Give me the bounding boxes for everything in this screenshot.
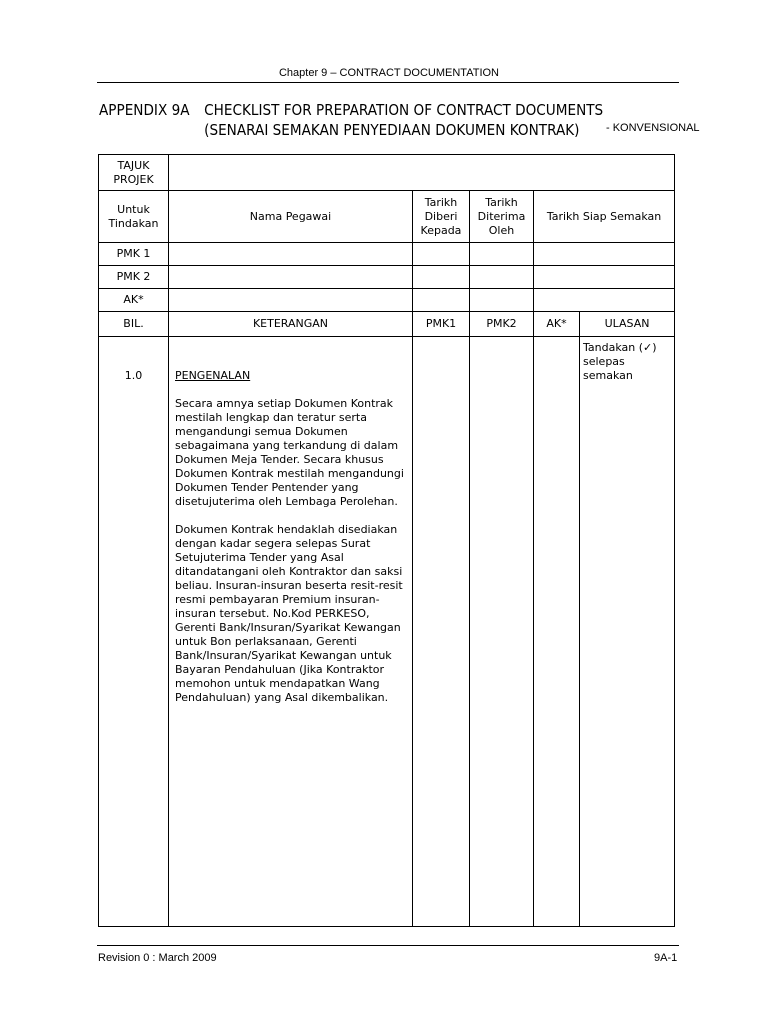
item-number: 1.0 [99,337,169,927]
item-row [99,337,675,927]
ak-check-cell [534,337,580,927]
officer-date [470,243,534,266]
page-number: 9A-1 [654,952,678,964]
untuk-tindakan-label: Untuk Tindakan [99,191,169,243]
col-pmk1: PMK1 [413,312,470,337]
officer-date [470,289,534,312]
nama-pegawai-label: Nama Pegawai [169,191,413,243]
officer-date [470,266,534,289]
officer-name [169,289,413,312]
project-title-value [169,155,675,191]
footer-rule [97,945,679,946]
col-pmk2: PMK2 [470,312,534,337]
officer-label: AK* [99,289,169,312]
appendix-label: APPENDIX 9A [99,101,190,119]
revision-label: Revision 0 : March 2009 [98,952,217,964]
title-line-2: (SENARAI SEMAKAN PENYEDIAAN DOKUMEN KONTRAK) [204,121,580,139]
col-keterangan: KETERANGAN [169,312,413,337]
title-suffix: - KONVENSIONAL [606,122,700,134]
officer-name [169,243,413,266]
officer-row [99,266,675,289]
item-heading: PENGENALAN [175,369,251,382]
tarikh-diberi-label: Tarikh Diberi Kepada [413,191,470,243]
pmk2-check-cell [470,337,534,927]
item-paragraph-2: Dokumen Kontrak hendaklah disediakan dengan kadar segera selepas Surat Setujuterima Tender yang Asal ditandatangani oleh Kontraktor dan saksi beliau. Insuran-insuran beserta resit-resit resmi pembayaran Premium insuran-insuran tersebut. No.Kod PERKESO, Gerenti Bank/Insuran/Syarikat Kewangan untuk Bon perlaksanaan, Gerenti Bank/Insuran/Syarikat Kewangan untuk Bayaran Pendahuluan (Jika Kontraktor memohon untuk mendapatkan Wang Pendahuluan) yang Asal dikembalikan. [175,523,403,704]
officer-label: PMK 1 [99,243,169,266]
officer-name [169,266,413,289]
officer-date [413,243,470,266]
project-title-row [99,155,675,191]
officer-date [534,243,675,266]
pmk1-check-cell [413,337,470,927]
officer-date [413,289,470,312]
checklist-table [98,154,675,927]
col-ak: AK* [534,312,580,337]
title-line-1: CHECKLIST FOR PREPARATION OF CONTRACT DOCUMENTS [204,101,604,119]
action-header-row [99,191,675,243]
chapter-header: Chapter 9 – CONTRACT DOCUMENTATION [278,67,500,79]
item-description [169,337,413,927]
header-rule [97,82,679,83]
officer-row [99,289,675,312]
officer-date [413,266,470,289]
ulasan-note: Tandakan (✓) selepas semakan [580,337,675,927]
officer-date [534,266,675,289]
tarikh-diterima-label: Tarikh Diterima Oleh [470,191,534,243]
column-header-row [99,312,675,337]
col-ulasan: ULASAN [580,312,675,337]
officer-date [534,289,675,312]
col-bil: BIL. [99,312,169,337]
tarikh-siap-label: Tarikh Siap Semakan [534,191,675,243]
item-paragraph-1: Secara amnya setiap Dokumen Kontrak mestilah lengkap dan teratur serta mengandungi semua Dokumen sebagaimana yang terkandung di dalam Dokumen Meja Tender. Secara khusus Dokumen Kontrak mestilah mengandungi Dokumen Tender Pentender yang disetujuterima oleh Lembaga Perolehan. [175,397,404,508]
officer-label: PMK 2 [99,266,169,289]
officer-row [99,243,675,266]
project-title-label: TAJUK PROJEK [99,155,169,191]
